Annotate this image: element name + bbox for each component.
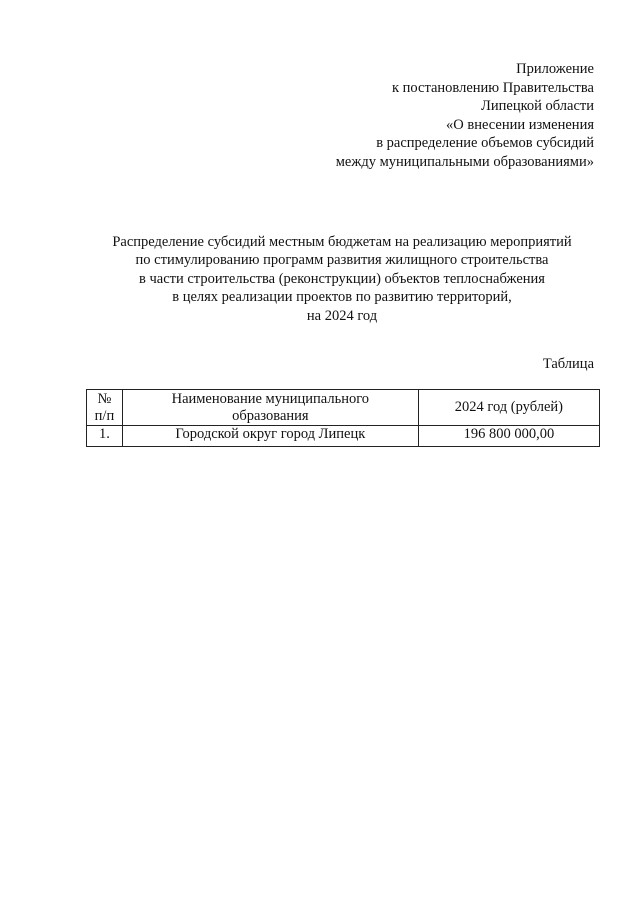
title-line: в части строительства (реконструкции) объектов теплоснабжения [139,270,545,287]
appendix-line: Липецкой области [481,98,594,115]
header-number-line1: № [97,390,112,407]
header-number [87,390,123,426]
title-line: по стимулированию программ развития жилищного строительства [135,252,549,269]
appendix-block [274,60,594,172]
table-caption: Таблица [542,356,594,372]
header-municipality-line1: Наименование муниципального [171,390,370,407]
document-title [86,233,598,325]
title-line: Распределение субсидий местным бюджетам на реализацию мероприятий [112,234,572,250]
row-amount-cell: 196 800 000,00 [418,426,599,447]
title-line: на 2024 год [306,307,378,324]
header-number-line2: п/п [94,407,115,424]
appendix-line: в распределение объемов субсидий [376,135,594,152]
table-row [87,426,600,447]
appendix-line: Приложение [516,61,594,77]
table-header-row [87,390,600,426]
header-amount: 2024 год (рублей) [418,390,599,426]
row-number-cell: 1. [87,426,123,447]
appendix-line: «О внесении изменения [446,116,594,133]
title-line: в целях реализации проектов по развитию территорий, [172,289,512,306]
row-municipality-cell: Городской округ город Липецк [122,426,418,447]
header-municipality-line2: образования [232,407,309,424]
header-municipality [122,390,418,426]
appendix-line: между муниципальными образованиями» [335,153,594,170]
subsidy-table [86,389,600,447]
appendix-line: к постановлению Правительства [392,79,594,96]
